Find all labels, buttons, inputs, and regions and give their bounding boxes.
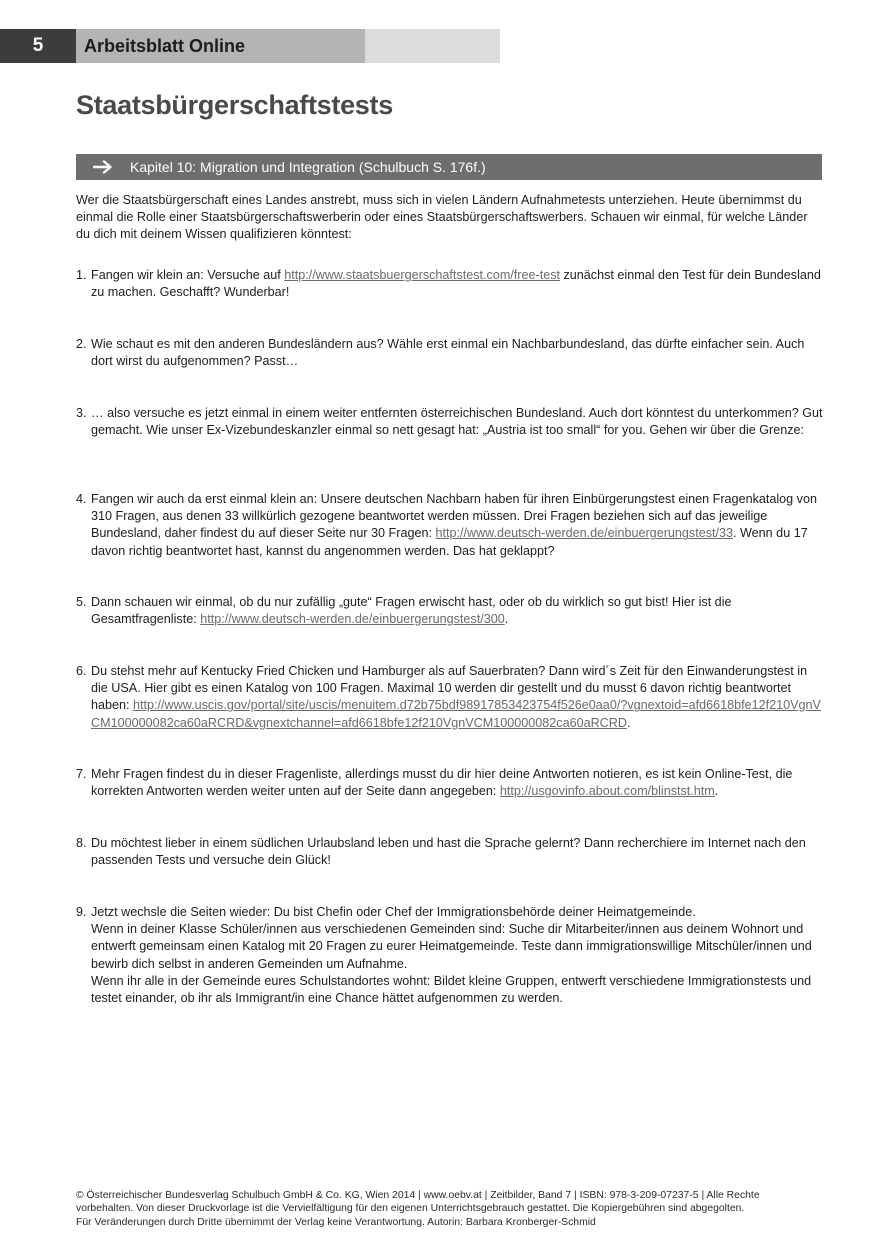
task-5 [76,594,824,628]
task-2 [76,336,824,370]
task-text: zunächst einmal den Test für dein Bundesland zu machen. Geschafft? Wunderbar! [91,268,821,300]
task-text: . Wenn du 17 davon richtig beantwortet hast, kannst du angenommen werden. Das hat geklappt? [91,526,808,558]
page-number: 5 [0,29,76,63]
task-6 [76,663,824,732]
task-8 [76,835,824,869]
task-4 [76,491,824,560]
task-text: Dann schauen wir einmal, ob du nur zufällig „gute“ Fragen erwischt hast, oder ob du wirklich so gut bist! Hier ist die Gesamtfragenliste: [91,595,732,627]
worksheet-content [76,192,824,1006]
task-number: 9. [76,905,87,919]
task-number: 1. [76,268,87,282]
copyright-footer [76,1189,836,1229]
task-6-link[interactable]: http://www.uscis.gov/portal/site/uscis/menuitem.d72b75bdf98917853423754f526e0aa0/?vgnextoid=afd6618bfe12f210VgnVCM100000082ca60aRCRD&vgnextchannel=afd6618bfe12f210VgnVCM100000082ca60aRCRD [91,698,821,730]
task-text: Du möchtest lieber in einem südlichen Urlaubsland leben und hast die Sprache gelernt? Dann recherchiere im Internet nach den passenden Tests und versuche dein Glück! [91,836,806,868]
task-number: 8. [76,836,87,850]
footer-line: vorbehalten. Von dieser Druckvorlage ist die Vervielfältigung für den eigenen Unterrichtsgebrauch gestattet. Die Kopiergebühren sind abgegolten. [76,1203,745,1215]
worksheet-header [0,29,500,63]
task-text: Wie schaut es mit den anderen Bundesländern aus? Wähle erst einmal ein Nachbarbundesland, das dürfte einfacher sein. Auch dort wirst du aufgenommen? Passt… [91,337,805,369]
task-text: Fangen wir auch da erst einmal klein an: Unsere deutschen Nachbarn haben für ihren Einbürgerungstest einen Fragenkatalog von 310 Fragen, aus denen 33 willkürlich gezogene beantwortet werden müssen. Drei Fragen beziehen sich auf das jeweilige Bundesland, daher findest du auf dieser Seite nur 30 Fragen: [91,492,817,541]
section-label: Arbeitsblatt Online [76,29,365,63]
footer-line: © Österreichischer Bundesverlag Schulbuch GmbH & Co. KG, Wien 2014 | www.oebv.at | Zeitbilder, Band 7 | ISBN: 978-3-209-07237-5 | Alle Rechte [76,1190,760,1201]
chapter-bar [76,154,822,180]
task-3 [76,405,824,439]
task-text: Mehr Fragen findest du in dieser Fragenliste, allerdings musst du dir hier deine Antworten notieren, es ist kein Online-Test, die korrekten Antworten werden weiter unten auf der Seite dann angegeben: [91,767,793,799]
task-number: 6. [76,664,87,678]
task-text: … also versuche es jetzt einmal in einem weiter entfernten österreichischen Bundesland. Auch dort könntest du unterkommen? Gut gemacht. Wie unser Ex-Vizebundeskanzler einmal so nett gesagt hat: „Austria ist too small“ for you. Gehen wir über die Grenze: [91,406,823,438]
task-5-link[interactable]: http://www.deutsch-werden.de/einbuergerungstest/300 [200,612,505,627]
task-number: 5. [76,595,87,609]
footer-line: Für Veränderungen durch Dritte übernimmt der Verlag keine Verantwortung. Autorin: Barbara Kronberger-Schmid [76,1216,596,1228]
task-text: Wenn ihr alle in der Gemeinde eures Schulstandortes wohnt: Bildet kleine Gruppen, entwerft verschiedene Immigrationstests und testet einander, ob ihr als Immigrant/in eine Chance hättet aufgenommen zu werden. [91,973,812,1006]
task-text: . [714,784,719,799]
task-7-link[interactable]: http://usgovinfo.about.com/blinstst.htm [499,784,715,799]
task-number: 7. [76,767,87,781]
task-text: . [504,612,509,627]
task-1-link[interactable]: http://www.staatsbuergerschaftstest.com/free-test [284,268,560,282]
task-9 [76,904,824,1007]
task-text: Du stehst mehr auf Kentucky Fried Chicken und Hamburger als auf Sauerbraten? Dann wird´s Zeit für den Einwanderungstest in die USA. Hier gibt es einen Katalog von 100 Fragen. Maximal 10 werden dir gestellt und du musst 6 davon richtig beantwortet haben: [91,664,808,713]
task-number: 2. [76,337,87,351]
task-text: Jetzt wechsle die Seiten wieder: Du bist Chefin oder Chef der Immigrationsbehörde deiner Heimatgemeinde. [91,905,696,919]
task-4-link[interactable]: http://www.deutsch-werden.de/einbuergerungstest/33 [435,526,734,541]
header-decoration [365,29,500,63]
task-text: . [626,715,631,730]
task-7 [76,766,824,800]
arrow-right-icon [76,160,130,174]
page-title: Staatsbürgerschaftstests [76,90,393,120]
task-number: 4. [76,492,87,506]
task-text: Wenn in deiner Klasse Schüler/innen aus verschiedenen Gemeinden sind: Suche dir Mitarbeiter/innen aus deinem Wohnort und entwerft gemeinsam einen Katalog mit 20 Fragen zu eurer Heimatgemeinde. Teste dann immigrationswillige Mitschüler/innen und bewirb dich selbst in anderen Gemeinden um Aufnahme. [91,922,812,971]
task-1 [76,267,824,301]
task-text: Fangen wir klein an: Versuche auf [91,268,285,282]
chapter-label: Kapitel 10: Migration und Integration (Schulbuch S. 176f.) [130,159,486,175]
intro-text: Wer die Staatsbürgerschaft eines Landes anstrebt, muss sich in vielen Ländern Aufnahmetests unterziehen. Heute übernimmst du einmal die Rolle einer Staatsbürgerschaftswerberin oder eines Staatsbürgerschaftswerbers. Schauen wir einmal, für welche Länder du dich mit deinem Wissen qualifizieren könntest: [76,193,808,242]
task-number: 3. [76,406,87,420]
